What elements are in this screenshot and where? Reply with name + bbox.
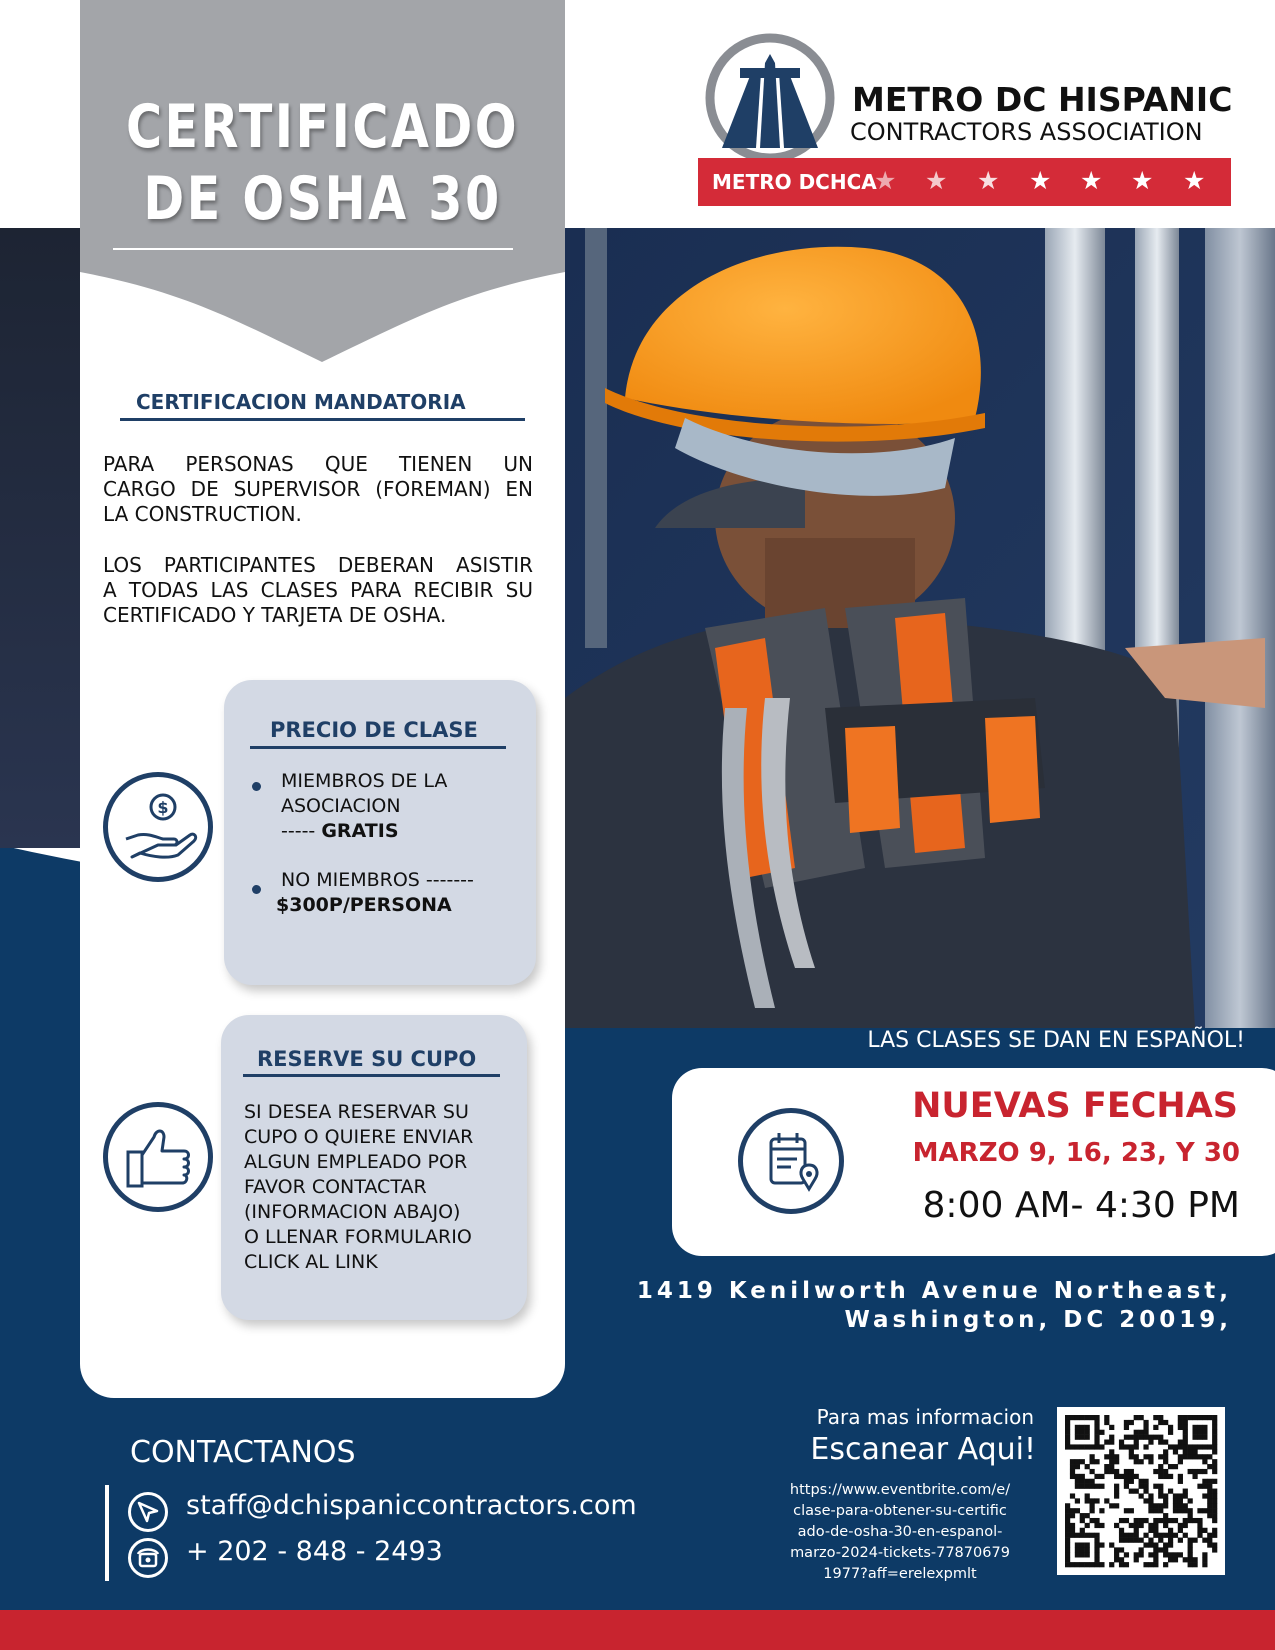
mandatory-paragraph-2 (103, 553, 533, 628)
schedule-dates: MARZO 9, 16, 23, Y 30 (912, 1138, 1240, 1168)
logo-name-line-1: METRO DC HISPANIC (852, 80, 1233, 119)
mandatory-p2-line-1: LOS PARTICIPANTES DEBERAN ASISTIR (103, 553, 533, 577)
svg-text:$: $ (157, 798, 169, 817)
price-members (281, 769, 447, 844)
schedule-hours: 8:00 AM- 4:30 PM (922, 1185, 1240, 1226)
schedule-heading: NUEVAS FECHAS (912, 1086, 1238, 1126)
left-photo-strip (0, 228, 82, 848)
members-line-2: ASOCIACION (281, 795, 401, 817)
price-heading-rule (250, 746, 506, 749)
reserve-text (244, 1100, 473, 1275)
mandatory-heading: CERTIFICACION MANDATORIA (136, 390, 466, 414)
qr-code-icon[interactable] (1057, 1407, 1225, 1575)
title-line-1: CERTIFICADO (125, 92, 520, 162)
price-non-members (276, 868, 474, 918)
non-members-amount: $300 (276, 894, 329, 916)
mandatory-paragraph-1 (103, 452, 533, 527)
reserve-line: O LLENAR FORMULARIO (244, 1226, 472, 1248)
thumbs-up-icon (103, 1102, 213, 1212)
language-note: LAS CLASES SE DAN EN ESPAÑOL! (867, 1028, 1245, 1053)
contact-phone[interactable]: + 202 - 848 - 2493 (186, 1536, 443, 1567)
members-line-1: MIEMBROS DE LA (281, 770, 448, 792)
star-icon: ★ (874, 167, 897, 195)
send-icon (128, 1492, 168, 1532)
url-line: clase-para-obtener-su-certific (793, 1503, 1007, 1519)
title-line-2: DE OSHA 30 (143, 164, 502, 234)
logo-emblem-icon (700, 28, 840, 168)
members-dashes: ----- (281, 820, 322, 842)
money-hand-icon (103, 772, 213, 882)
address-line-2: Washington, DC 20019, (844, 1307, 1232, 1333)
more-info-line-1: Para mas informacion (816, 1405, 1034, 1429)
non-members-unit: P/PERSONA (328, 894, 452, 916)
star-icon: ★ (977, 167, 1000, 195)
url-line: marzo-2024-tickets-77870679 (790, 1545, 1010, 1561)
bullet-icon (252, 885, 261, 894)
members-value: GRATIS (321, 820, 399, 842)
non-members-label: NO MIEMBROS ------- (281, 869, 474, 891)
star-icon: ★ (1080, 167, 1103, 195)
mandatory-p1-line-2: CARGO DE SUPERVISOR (FOREMAN) EN (103, 477, 533, 501)
non-members-price (276, 893, 474, 918)
more-info-line-2: Escanear Aqui! (810, 1432, 1036, 1467)
phone-icon (128, 1538, 168, 1578)
reserve-line: CLICK AL LINK (244, 1251, 378, 1273)
reserve-line: SI DESEA RESERVAR SU (244, 1101, 469, 1123)
star-icon: ★ (925, 167, 948, 195)
star-icon: ★ (1029, 167, 1052, 195)
reserve-line: FAVOR CONTACTAR (244, 1176, 427, 1198)
mandatory-p1-line-3: LA CONSTRUCTION. (103, 502, 302, 526)
calendar-location-icon (738, 1108, 844, 1214)
mandatory-p2-line-3: CERTIFICADO Y TARJETA DE OSHA. (103, 603, 447, 627)
star-icon: ★ (1183, 167, 1206, 195)
logo-name-line-2: CONTRACTORS ASSOCIATION (850, 118, 1203, 146)
reserve-line: (INFORMACION ABAJO) (244, 1201, 461, 1223)
reserve-heading: RESERVE SU CUPO (257, 1047, 477, 1071)
title-rule (113, 248, 513, 250)
contact-heading: CONTACTANOS (130, 1435, 356, 1470)
url-line: 1977?aff=erelexpmlt (823, 1566, 977, 1582)
star-icon: ★ (1131, 167, 1154, 195)
logo-bar-text: METRO DCHCA (712, 170, 877, 194)
reserve-line: CUPO O QUIERE ENVIAR (244, 1126, 474, 1148)
price-heading: PRECIO DE CLASE (270, 718, 478, 742)
mandatory-p1-line-1: PARA PERSONAS QUE TIENEN UN (103, 452, 533, 476)
contact-rule (105, 1485, 109, 1581)
bullet-icon (252, 782, 261, 791)
members-line-3 (281, 819, 447, 844)
mandatory-heading-rule (120, 418, 525, 421)
url-line: https://www.eventbrite.com/e/ (789, 1482, 1011, 1498)
address-line-1: 1419 Kenilworth Avenue Northeast, (636, 1278, 1232, 1304)
contact-email[interactable]: staff@dchispaniccontractors.com (186, 1490, 637, 1521)
worker-photo (565, 228, 1275, 1028)
reserve-heading-rule (243, 1074, 500, 1077)
bottom-red-bar (0, 1610, 1275, 1650)
mandatory-p2-line-2: A TODAS LAS CLASES PARA RECIBIR SU (103, 578, 533, 602)
event-url[interactable] (760, 1480, 1040, 1585)
reserve-line: ALGUN EMPLEADO POR (244, 1151, 468, 1173)
url-line: ado-de-osha-30-en-espanol- (797, 1524, 1003, 1540)
